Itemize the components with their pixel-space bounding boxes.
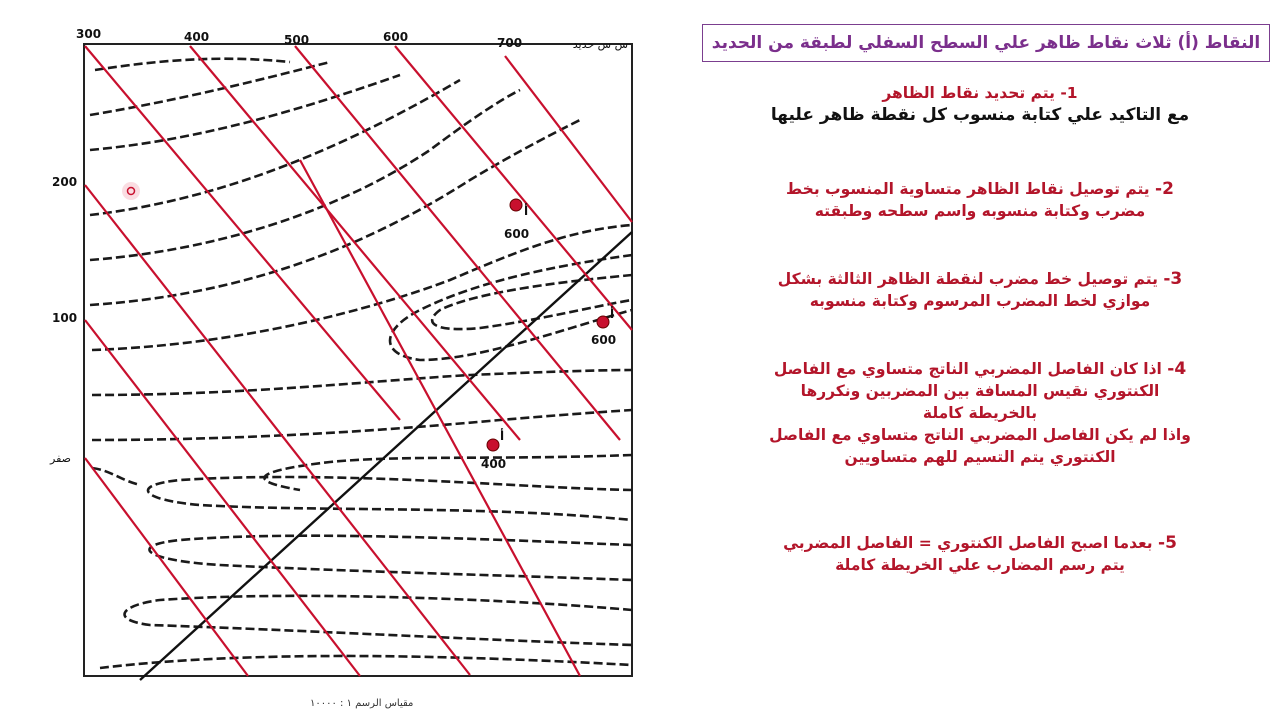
left-label-100: 100 [52, 311, 78, 325]
strike-line [295, 46, 620, 440]
step-number: 5- [1158, 533, 1177, 553]
top-label-400: 400 [184, 30, 210, 44]
step-5 [720, 532, 1240, 576]
contour-line [92, 225, 632, 350]
top-label-600: 600 [383, 30, 409, 44]
contour-line [90, 90, 520, 260]
cursor-highlight [122, 182, 140, 200]
step-subtext: مع التاكيد علي كتابة منسوب كل نقطة ظاهر عليها [770, 105, 1190, 125]
step-number: 1- [1060, 84, 1078, 102]
point-elevation: 600 [504, 227, 530, 241]
strike-line [85, 46, 400, 420]
left-label-200: 200 [52, 175, 78, 189]
step-line: يتم رسم المضارب علي الخريطة كاملة [835, 556, 1125, 574]
step-2 [720, 178, 1240, 222]
strike-lines [85, 46, 632, 676]
step-line: واذا لم يكن الفاصل المضربي الناتج متساوي مع الفاصل [769, 426, 1191, 444]
step-number: 4- [1167, 359, 1187, 379]
step-line: مضرب وكتابة منسوبه واسم سطحه وطبقته [814, 202, 1146, 220]
left-label-zero: صفر [50, 452, 71, 465]
step-line: موازي لخط المضرب المرسوم وكتابة منسوبه [809, 292, 1151, 310]
top-label-700: 700 [497, 36, 523, 50]
top-right-label: س س حديد [572, 38, 628, 51]
map-frame [84, 44, 632, 676]
step-line: يتم توصيل نقاط الظاهر متساوية المنسوب بخط [786, 180, 1150, 198]
outcrop-point [481, 428, 506, 471]
point-elevation: 400 [481, 457, 507, 471]
point-marker: أ [610, 307, 615, 321]
point-marker: أ [524, 204, 529, 218]
outcrop-point [591, 306, 616, 347]
step-line: يتم توصيل خط مضرب لنقطة الظاهر الثالثة بشكل [777, 270, 1158, 288]
contour-line [90, 120, 580, 305]
step-line: بالخريطة كاملة [922, 404, 1038, 422]
step-line: الكنتوري يتم التسيم للهم متساويين [844, 448, 1116, 466]
step-line: بعدما اصبح الفاصل الكنتوري = الفاصل المضربي [783, 534, 1153, 552]
step-number: 3- [1163, 269, 1183, 289]
step-line: اذا كان الفاصل المضربي الناتج متساوي مع الفاصل [773, 360, 1162, 378]
step-3 [720, 268, 1240, 312]
contour-line [100, 656, 632, 668]
step-line: الكنتوري نقيس المسافة بين المضربين ونكررها [800, 382, 1160, 400]
step-4 [720, 358, 1240, 468]
strike-line [85, 458, 248, 676]
contour-line [95, 59, 290, 70]
point-marker: أ [500, 429, 505, 443]
page-title: النقاط (أ) ثلاث نقاط ظاهر علي السطح السفلي لطبقة من الحديد [711, 33, 1261, 53]
point-elevation: 600 [591, 333, 617, 347]
strike-line [85, 185, 470, 675]
outcrop-point [504, 199, 529, 241]
top-label-500: 500 [284, 33, 310, 47]
strike-line [85, 320, 360, 676]
contour-line [148, 477, 632, 520]
step-line: يتم تحديد نقاط الظاهر [882, 84, 1055, 102]
top-label-300: 300 [76, 27, 102, 41]
title-box [702, 24, 1270, 62]
step-1 [720, 82, 1240, 126]
strike-line [505, 56, 632, 222]
scale-text: مقياس الرسم ١ : ١٠٠٠٠ [310, 698, 414, 709]
step-number: 2- [1155, 179, 1174, 199]
contour-line [125, 596, 632, 645]
